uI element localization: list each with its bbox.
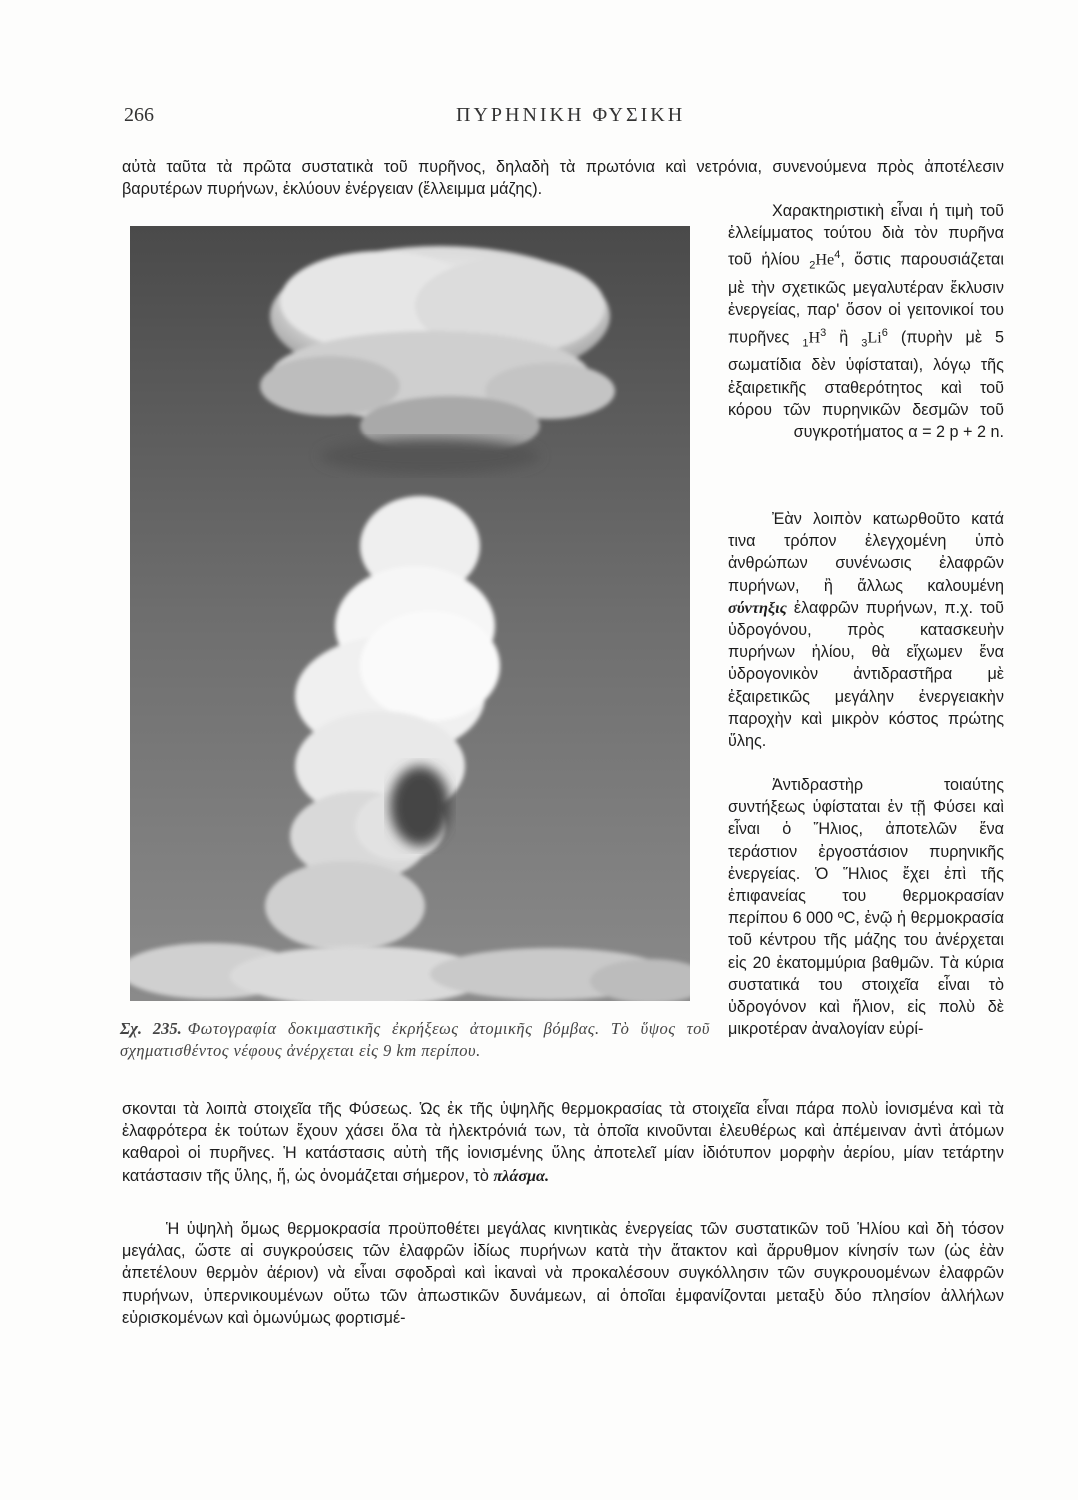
mushroom-cloud-illustration: [130, 226, 690, 1001]
figure-caption: [120, 1018, 710, 1062]
li-atomic-number: 3: [861, 337, 868, 350]
paragraph-kinetic-energy: Ἡ ὑψηλὴ ὅμως θερμοκρασία προϋποθέτει μεγάλας κινητικὰς ἐνεργείας τῶν συστατικῶν τοῦ Ἡλίου καὶ δὴ τόσον μεγάλας, ὥστε αἱ συγκρούσεις τῶν ἐλαφρῶν ἰδίως πυρήνων κατὰ τὴν ἄτακτον καὶ ἄρρυθμον κίνησίν των (ὡς ἐὰν ἀπετέλουν θερμὸν ἀέριον) νὰ εἶναι σφοδραὶ καὶ ἱκαναὶ νὰ προκαλέσουν συγκόλλησιν τῶν συγκρουομένων ἐλαφρῶν πυρήνων, ὑπερνικουμένων οὕτω τῶν ἀπωστικῶν δυνάμεων, αἱ ὁποῖαι ἐμφανίζονται μεταξὺ δύο πλησίον ἀλλήλων εὑρισκομένων καὶ ὁμωνύμως φορτισμέ-: [122, 1220, 1004, 1327]
he-atomic-number: 2: [809, 260, 816, 273]
text-run: , ὅστις παρουσιάζεται μὲ τὴν σχετικῶς μεγαλυτέραν ἔκλυσιν ἐνεργείας, παρ' ὅσον οἱ γειτονικοί του πυρῆνες: [728, 250, 1004, 347]
text-run: (πυρὴν μὲ 5 σωματίδια δὲν ὑφίσταται), λόγῳ τῆς ἐξαιρετικῆς σταθερότητος καὶ τοῦ κόρου τῶν πυρηνικῶν δεσμῶν τοῦ συγκροτήματος α = 2 p + 2 n.: [728, 328, 1005, 442]
h-symbol: H: [808, 328, 821, 347]
running-title: ΠΥΡΗΝΙΚΗ ΦΥΣΙΚΗ: [456, 104, 686, 126]
term-plasma: πλάσμα.: [493, 1166, 550, 1185]
he-symbol: He: [815, 250, 835, 269]
li-symbol: Li: [867, 328, 882, 347]
text-run: Χαρακτηριστικὴ εἶναι ἡ τιμὴ τοῦ ἐλλείμματος τούτου διὰ τὸν πυρῆνα τοῦ ἡλίου: [728, 202, 1004, 269]
text-run: Ἐὰν λοιπὸν κατωρθοῦτο κατά τινα τρόπον ἐλεγχομένη ὑπὸ ἀνθρώπων συνένωσις ἐλαφρῶν πυρήνων, ἢ ἄλλως καλουμένη: [728, 510, 1004, 595]
li-mass-number: 6: [881, 326, 888, 339]
text-run: σκονται τὰ λοιπὰ στοιχεῖα τῆς Φύσεως. Ὡς ἐκ τῆς ὑψηλῆς θερμοκρασίας τὰ στοιχεῖα εἶναι πάρα πολὺ ἰονισμένα καὶ τὰ ἐλαφρότερα ἐκ τούτων ἔχουν χάσει ὅλα τὰ ἠλεκτρόνιά των, τὰ ὁποῖα κινοῦνται ἐλευθέρως καὶ ἀπέμειναν ἀντὶ ἀτόμων καθαροὶ οἱ πυρῆνες. Ἡ κατάστασις αὐτὴ τῆς ἰονισμένης ὕλης ἀποτελεῖ μίαν ἰδιότυπον μορφὴν ἀερίου, μίαν τετάρτην κατάστασιν τῆς ὕλης, ἥ, ὡς ὀνομάζεται σήμερον, τὸ: [122, 1100, 1004, 1185]
paragraph-plasma: [122, 1098, 1004, 1187]
he-mass-number: 4: [834, 249, 841, 262]
h-atomic-number: 1: [802, 337, 809, 350]
page-number: 266: [124, 104, 154, 126]
intro-paragraph: αὐτὰ ταῦτα τὰ πρῶτα συστατικὰ τοῦ πυρῆνος, δηλαδὴ τὰ πρωτόνια καὶ νετρόνια, συνενούμενα πρὸς ἀποτέλεσιν βαρυτέρων πυρήνων, ἐκλύουν ἐνέργειαν (ἔλλειμμα μάζης).: [122, 158, 1004, 199]
atomic-explosion-photo: [130, 226, 690, 1001]
figure-label: Σχ. 235.: [120, 1019, 182, 1038]
h-mass-number: 3: [820, 326, 827, 339]
paragraph-sun-reactor: Ἀντιδραστὴρ τοιαύτης συντήξεως ὑφίσταται ἐν τῇ Φύσει καὶ εἶναι ὁ Ἥλιος, ἀποτελῶν ἕνα τεράστιον ἐργοστάσιον πυρηνικῆς ἐνεργείας. Ὁ Ἥλιος ἔχει ἐπὶ τῆς ἐπιφανείας του θερμοκρασίαν περίπου 6 000 ºC, ἐνῷ ἡ θερμοκρασία τοῦ κέντρου τῆς μάζης του ἀνέρχεται εἰς 20 ἑκατομμύρια βαθμῶν. Τὰ κύρια συστατικά του στοιχεῖα εἶναι τὸ ὑδρογόνον καὶ ἥλιον, εἰς πολὺ δὲ μικροτέραν ἀναλογίαν εὑρί-: [728, 776, 1004, 1039]
text-run: ἐλαφρῶν πυρήνων, π.χ. τοῦ ὑδρογόνου, πρὸς κατασκευὴν πυρήνων ἡλίου, θὰ εἴχωμεν ἕνα ὑδρογονικὸν ἀντιδραστῆρα μὲ ἐξαιρετικῶς μεγάλην ἐνεργειακὴν παροχὴν καὶ μικρὸν κόστος πρώτης ὕλης.: [728, 598, 1004, 751]
paragraph-fusion: [728, 508, 1004, 752]
paragraph-mass-defect: [728, 200, 1004, 443]
text-run: ἢ: [839, 328, 849, 347]
caption-text: Φωτογραφία δοκιμαστικῆς ἐκρήξεως ἀτομικῆς βόμβας. Τὸ ὕψος τοῦ σχηματισθέντος νέφους ἀνέρχεται εἰς 9 km περίπου.: [120, 1019, 710, 1060]
term-fusion: σύντηξις: [728, 598, 787, 617]
